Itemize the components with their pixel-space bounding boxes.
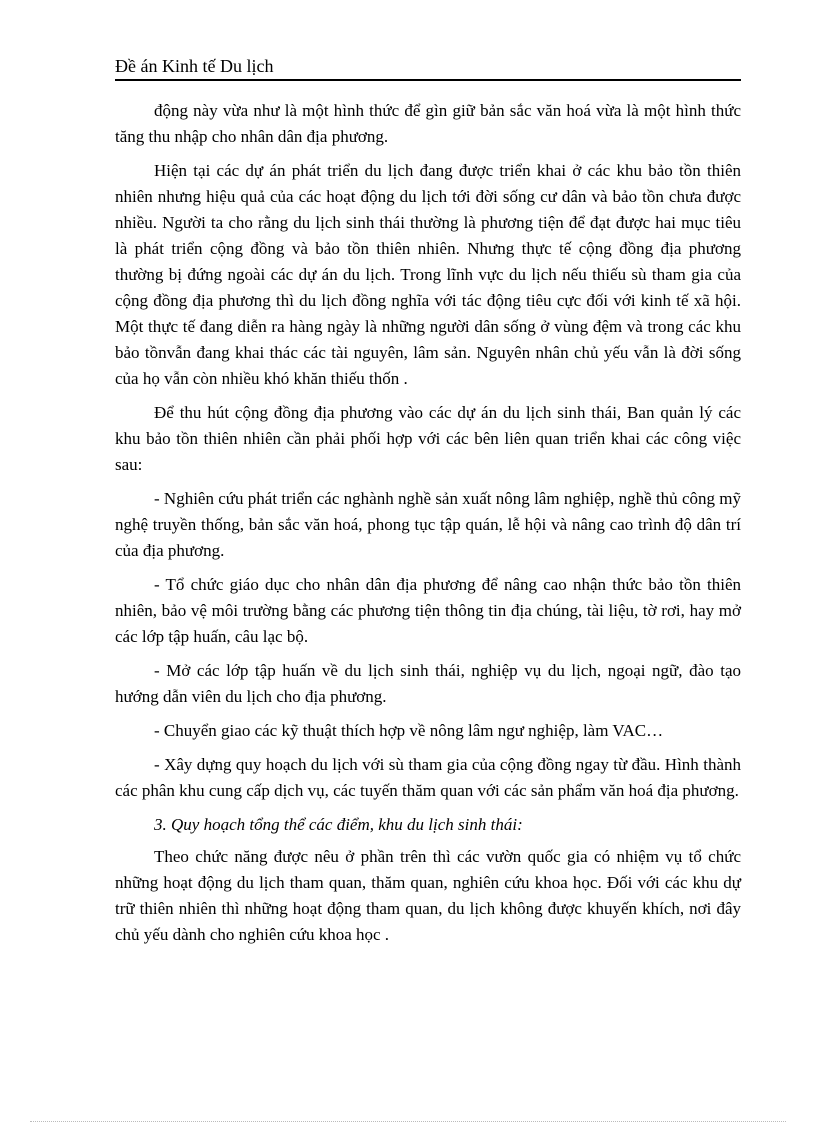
paragraph-current-projects: Hiện tại các dự án phát triển du lịch đang được triển khai ở các khu bảo tồn thiên nhiên nhưng hiệu quả của các hoạt động du lịch tới đời sống cư dân và bảo tồn chưa được nhiều. Người ta cho rằng du lịch sinh thái thường là phương tiện để đạt được hai mục tiêu là phát triển cộng đồng và bảo tồn thiên nhiên. Nhưng thực tế cộng đồng địa phương thường bị đứng ngoài các dự án du lịch. Trong lĩnh vực du lịch nếu thiếu sù tham gia của cộng đồng địa phương thì du lịch đồng nghĩa với tác động tiêu cực đối với kinh tế xã hội. Một thực tế đang diễn ra hàng ngày là những người dân sống ở vùng đệm và trong các khu bảo tồnvẫn đang khai thác các tài nguyên, lâm sản. Nguyên nhân chủ yếu vẫn là đời sống của họ vẫn còn nhiều khó khăn thiếu thốn . <box>115 161 741 388</box>
paragraph-attract-community: Để thu hút cộng đồng địa phương vào các dự án du lịch sinh thái, Ban quản lý các khu bảo tồn thiên nhiên cần phải phối hợp với các bên liên quan triển khai các công việc sau: <box>115 403 741 474</box>
bullet-education: - Tổ chức giáo dục cho nhân dân địa phương để nâng cao nhận thức bảo tồn thiên nhiên, bảo vệ môi trường bằng các phương tiện thông tin địa chúng, tài liệu, tờ rơi, hay mở các lớp tập huấn, câu lạc bộ. <box>115 575 741 646</box>
header-title: Đề án Kinh tế Du lịch <box>115 56 274 76</box>
page-bottom-divider <box>30 1121 786 1122</box>
paragraph-continuation: động này vừa như là một hình thức để gìn giữ bản sắc văn hoá vừa là một hình thức tăng thu nhập cho nhân dân địa phương. <box>115 101 741 146</box>
bullet-research: - Nghiên cứu phát triển các nghành nghề sản xuất nông lâm nghiệp, nghề thủ công mỹ nghệ truyền thống, bản sắc văn hoá, phong tục tập quán, lễ hội và nâng cao trình độ dân trí của địa phương. <box>115 489 741 560</box>
document-body <box>115 98 741 956</box>
bullet-training: - Mở các lớp tập huấn về du lịch sinh thái, nghiệp vụ du lịch, ngoại ngữ, đào tạo hướng dẫn viên du lịch cho địa phương. <box>115 661 741 706</box>
page-header <box>115 55 741 81</box>
bullet-technology-transfer: - Chuyển giao các kỹ thuật thích hợp về nông lâm ngư nghiệp, làm VAC… <box>154 721 664 740</box>
bullet-planning: - Xây dựng quy hoạch du lịch với sù tham gia của cộng đồng ngay từ đầu. Hình thành các phân khu cung cấp dịch vụ, các tuyến thăm quan với các sản phẩm văn hoá địa phương. <box>115 755 741 800</box>
section-heading: 3. Quy hoạch tổng thể các điểm, khu du lịch sinh thái: <box>154 815 523 834</box>
paragraph-functions: Theo chức năng được nêu ở phần trên thì các vườn quốc gia có nhiệm vụ tổ chức những hoạt động du lịch tham quan, thăm quan, nghiên cứu khoa học. Đối với các khu dự trữ thiên nhiên thì những hoạt động tham quan, du lịch không được khuyến khích, nơi đây chủ yếu dành cho nghiên cứu khoa học . <box>115 847 741 944</box>
